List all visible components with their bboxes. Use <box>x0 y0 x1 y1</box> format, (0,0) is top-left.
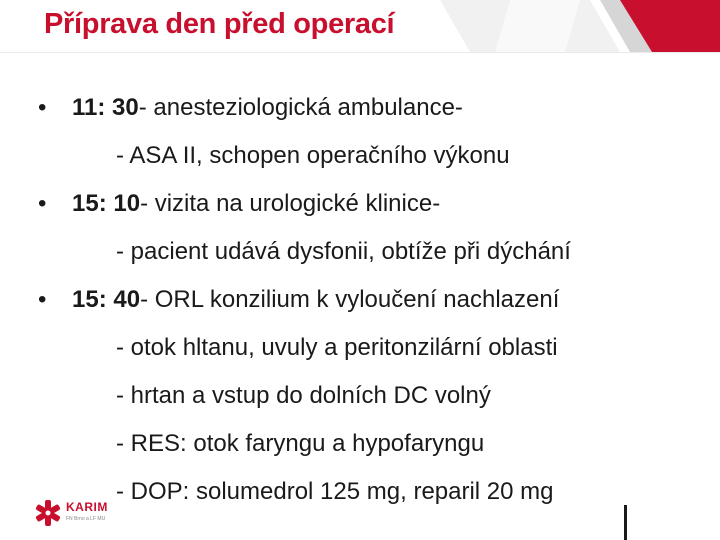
red-cross-star-icon <box>34 498 62 528</box>
sub-item: - DOP: solumedrol 125 mg, reparil 20 mg <box>116 478 554 505</box>
title-divider <box>0 52 720 53</box>
sub-item: - pacient udává dysfonii, obtíže při dýchání <box>116 238 571 265</box>
logo-name: KARIM <box>66 500 108 514</box>
bullet-item <box>38 180 708 228</box>
bullet-time: 15: 10 <box>72 190 141 217</box>
bullet-text: - anesteziologická ambulance- <box>138 94 463 121</box>
logo-subtitle: FN Brno a LF MU <box>66 516 106 522</box>
bullet-time: 15: 40 <box>72 286 141 313</box>
bullet-item <box>38 84 708 132</box>
karim-logo <box>34 498 144 532</box>
bullet-item <box>38 276 708 324</box>
bullet-text: - vizita na urologické klinice- <box>140 190 441 217</box>
sub-item: - RES: otok faryngu a hypofaryngu <box>116 430 485 457</box>
bullet-list <box>38 84 708 516</box>
bullet-time: 11: 30 <box>72 94 139 121</box>
bullet-text: - ORL konzilium k vyloučení nachlazení <box>140 286 560 313</box>
sub-item: - otok hltanu, uvuly a peritonzilární oblasti <box>116 334 558 361</box>
corner-decoration <box>420 0 720 52</box>
slide-title: Příprava den před operací <box>44 8 395 40</box>
footer-divider <box>624 505 627 540</box>
sub-item: - ASA II, schopen operačního výkonu <box>116 142 510 169</box>
bullet-icon: • <box>38 286 47 313</box>
bullet-icon: • <box>38 94 47 121</box>
bullet-icon: • <box>38 190 47 217</box>
sub-item: - hrtan a vstup do dolních DC volný <box>116 382 491 409</box>
